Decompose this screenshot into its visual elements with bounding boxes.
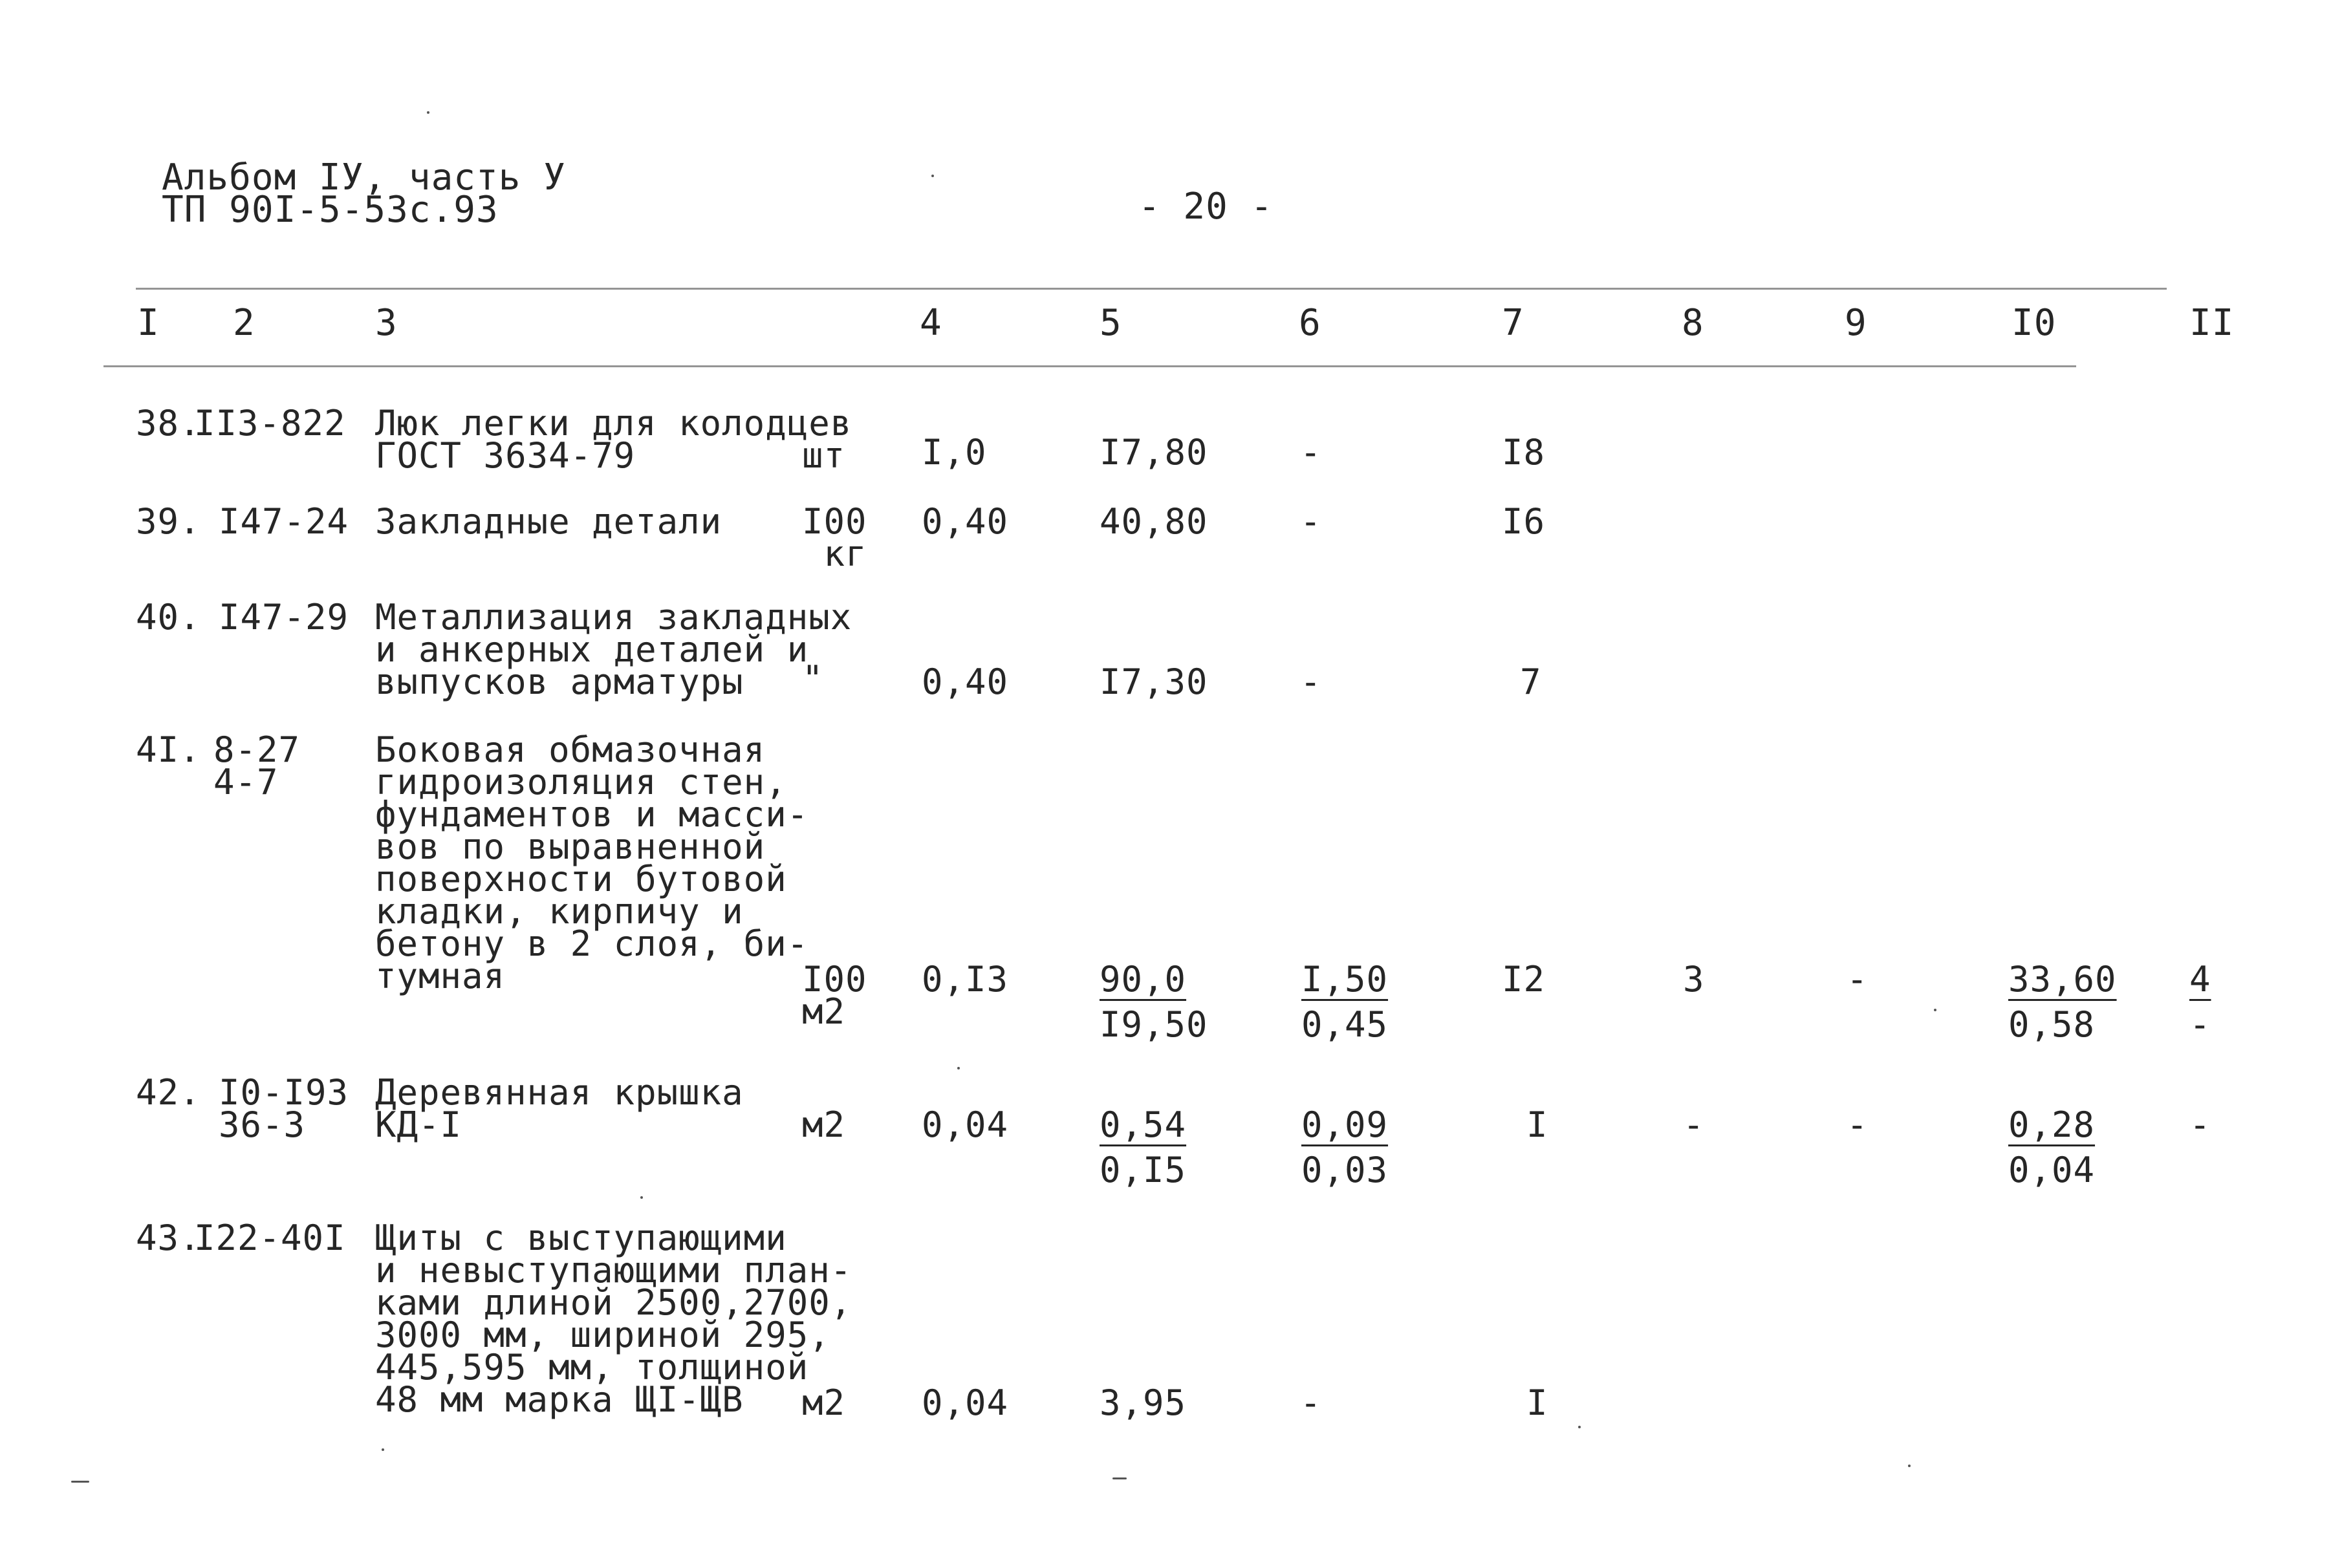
col-header-5: 5 bbox=[1100, 302, 1122, 344]
row-col8: 3 bbox=[1683, 959, 1705, 1000]
row-description: Люк легки для колодцев ГОСТ 3634-79 bbox=[375, 403, 852, 476]
row-col6: - bbox=[1300, 432, 1322, 473]
row-col10-numerator: 0,28 bbox=[2008, 1104, 2096, 1145]
header-bottom-rule bbox=[103, 365, 2076, 367]
header-top-rule bbox=[136, 288, 2167, 290]
row-col6-numerator: I,50 bbox=[1301, 959, 1389, 1000]
row-col4: 0,40 bbox=[922, 501, 1009, 542]
row-number: 42. bbox=[136, 1072, 201, 1113]
row-col5: 40,80 bbox=[1100, 501, 1208, 542]
row-unit: шт bbox=[802, 435, 846, 476]
row-col7: I8 bbox=[1502, 432, 1546, 473]
row-col9: - bbox=[1847, 959, 1869, 1000]
row-unit: м2 bbox=[802, 1382, 846, 1423]
row-number: 39. bbox=[136, 501, 201, 542]
scan-speck bbox=[1908, 1465, 1911, 1467]
row-col4: 0,40 bbox=[922, 661, 1009, 702]
row-col6: - bbox=[1300, 501, 1322, 542]
row-unit: м2 bbox=[802, 1104, 846, 1145]
row-description: Щиты с выступающими и невыступающими план- ками длиной 2500,2700, 3000 мм, шириной 295, 445,595 мм, толщиной 48 мм марка ЩI-ЩВ bbox=[375, 1218, 852, 1420]
row-code: I0-I93 36-3 bbox=[219, 1072, 349, 1145]
row-col10-numerator: 33,60 bbox=[2008, 959, 2117, 1000]
col-header-7: 7 bbox=[1502, 302, 1524, 344]
row-col5: I7,30 bbox=[1100, 661, 1208, 702]
row-col7: 7 bbox=[1520, 661, 1542, 702]
row-col11-numerator: 4 bbox=[2189, 959, 2211, 1000]
col-header-3: 3 bbox=[375, 302, 398, 344]
row-col6: - bbox=[1300, 1382, 1322, 1423]
row-number: 43. bbox=[136, 1218, 201, 1258]
row-col7: I6 bbox=[1502, 501, 1546, 542]
col-header-10: I0 bbox=[2011, 302, 2057, 344]
row-col5-numerator: 90,0 bbox=[1100, 959, 1187, 1000]
row-col6-denominator: 0,03 bbox=[1301, 1150, 1389, 1190]
row-unit: " bbox=[802, 658, 824, 699]
scan-speck bbox=[382, 1448, 384, 1451]
row-description: Боковая обмазочная гидроизоляция стен, фундаментов и масси- вов по выравненной поверхности бутовой кладки, кирпичу и бетону в 2 слоя, би- тумная bbox=[375, 729, 809, 996]
scan-speck bbox=[640, 1196, 643, 1199]
scan-speck bbox=[1578, 1426, 1581, 1428]
row-unit: I00 кг bbox=[802, 501, 867, 574]
row-col4: 0,04 bbox=[922, 1104, 1009, 1145]
row-col11: - bbox=[2189, 1104, 2211, 1145]
row-description: Закладные детали bbox=[375, 501, 722, 542]
row-col11-denominator: - bbox=[2189, 1004, 2211, 1045]
row-description: Деревянная крышка КД-I bbox=[375, 1072, 744, 1145]
row-col5: 3,95 bbox=[1100, 1382, 1187, 1423]
col-header-2: 2 bbox=[233, 302, 255, 344]
scan-speck bbox=[427, 111, 429, 114]
row-code: I22-40I bbox=[194, 1218, 346, 1258]
row-col5-numerator: 0,54 bbox=[1100, 1104, 1187, 1145]
col-header-8: 8 bbox=[1682, 302, 1704, 344]
scan-speck bbox=[957, 1067, 960, 1069]
row-col4: 0,I3 bbox=[922, 959, 1009, 1000]
row-code: I47-29 bbox=[219, 597, 349, 638]
row-description: Металлизация закладных и анкерных деталей и выпусков арматуры bbox=[375, 597, 852, 702]
row-col6: - bbox=[1300, 661, 1322, 702]
row-code: II3-822 bbox=[194, 403, 346, 444]
row-col7: I bbox=[1526, 1104, 1548, 1145]
row-col7: I bbox=[1526, 1382, 1548, 1423]
row-col4: I,0 bbox=[922, 432, 987, 473]
row-col10-denominator: 0,58 bbox=[2008, 1004, 2096, 1045]
album-label: Альбом IУ, часть У bbox=[162, 156, 566, 199]
col-header-1: I bbox=[137, 302, 160, 344]
col-header-6: 6 bbox=[1299, 302, 1321, 344]
row-number: 38. bbox=[136, 403, 201, 444]
scan-speck bbox=[71, 1481, 89, 1483]
row-col5-denominator: 0,I5 bbox=[1100, 1150, 1187, 1190]
row-col6-denominator: 0,45 bbox=[1301, 1004, 1389, 1045]
row-col5-denominator: I9,50 bbox=[1100, 1004, 1208, 1045]
col-header-4: 4 bbox=[920, 302, 942, 344]
row-number: 4I. bbox=[136, 729, 201, 770]
row-col7: I2 bbox=[1502, 959, 1546, 1000]
row-code: I47-24 bbox=[219, 501, 349, 542]
col-header-9: 9 bbox=[1845, 302, 1867, 344]
row-col10-denominator: 0,04 bbox=[2008, 1150, 2096, 1190]
row-col4: 0,04 bbox=[922, 1382, 1009, 1423]
row-number: 40. bbox=[136, 597, 201, 638]
row-code: 8-27 4-7 bbox=[213, 729, 301, 802]
row-col5: I7,80 bbox=[1100, 432, 1208, 473]
row-col6-numerator: 0,09 bbox=[1301, 1104, 1389, 1145]
row-col9: - bbox=[1847, 1104, 1869, 1145]
page-number: - 20 - bbox=[1138, 186, 1274, 228]
col-header-11: II bbox=[2189, 302, 2235, 344]
scan-speck bbox=[1112, 1477, 1127, 1479]
row-unit: I00 м2 bbox=[802, 959, 867, 1032]
project-code: ТП 90I-5-53с.93 bbox=[162, 189, 499, 231]
scan-speck bbox=[1934, 1009, 1936, 1011]
scan-speck bbox=[931, 175, 934, 177]
row-col8: - bbox=[1683, 1104, 1705, 1145]
